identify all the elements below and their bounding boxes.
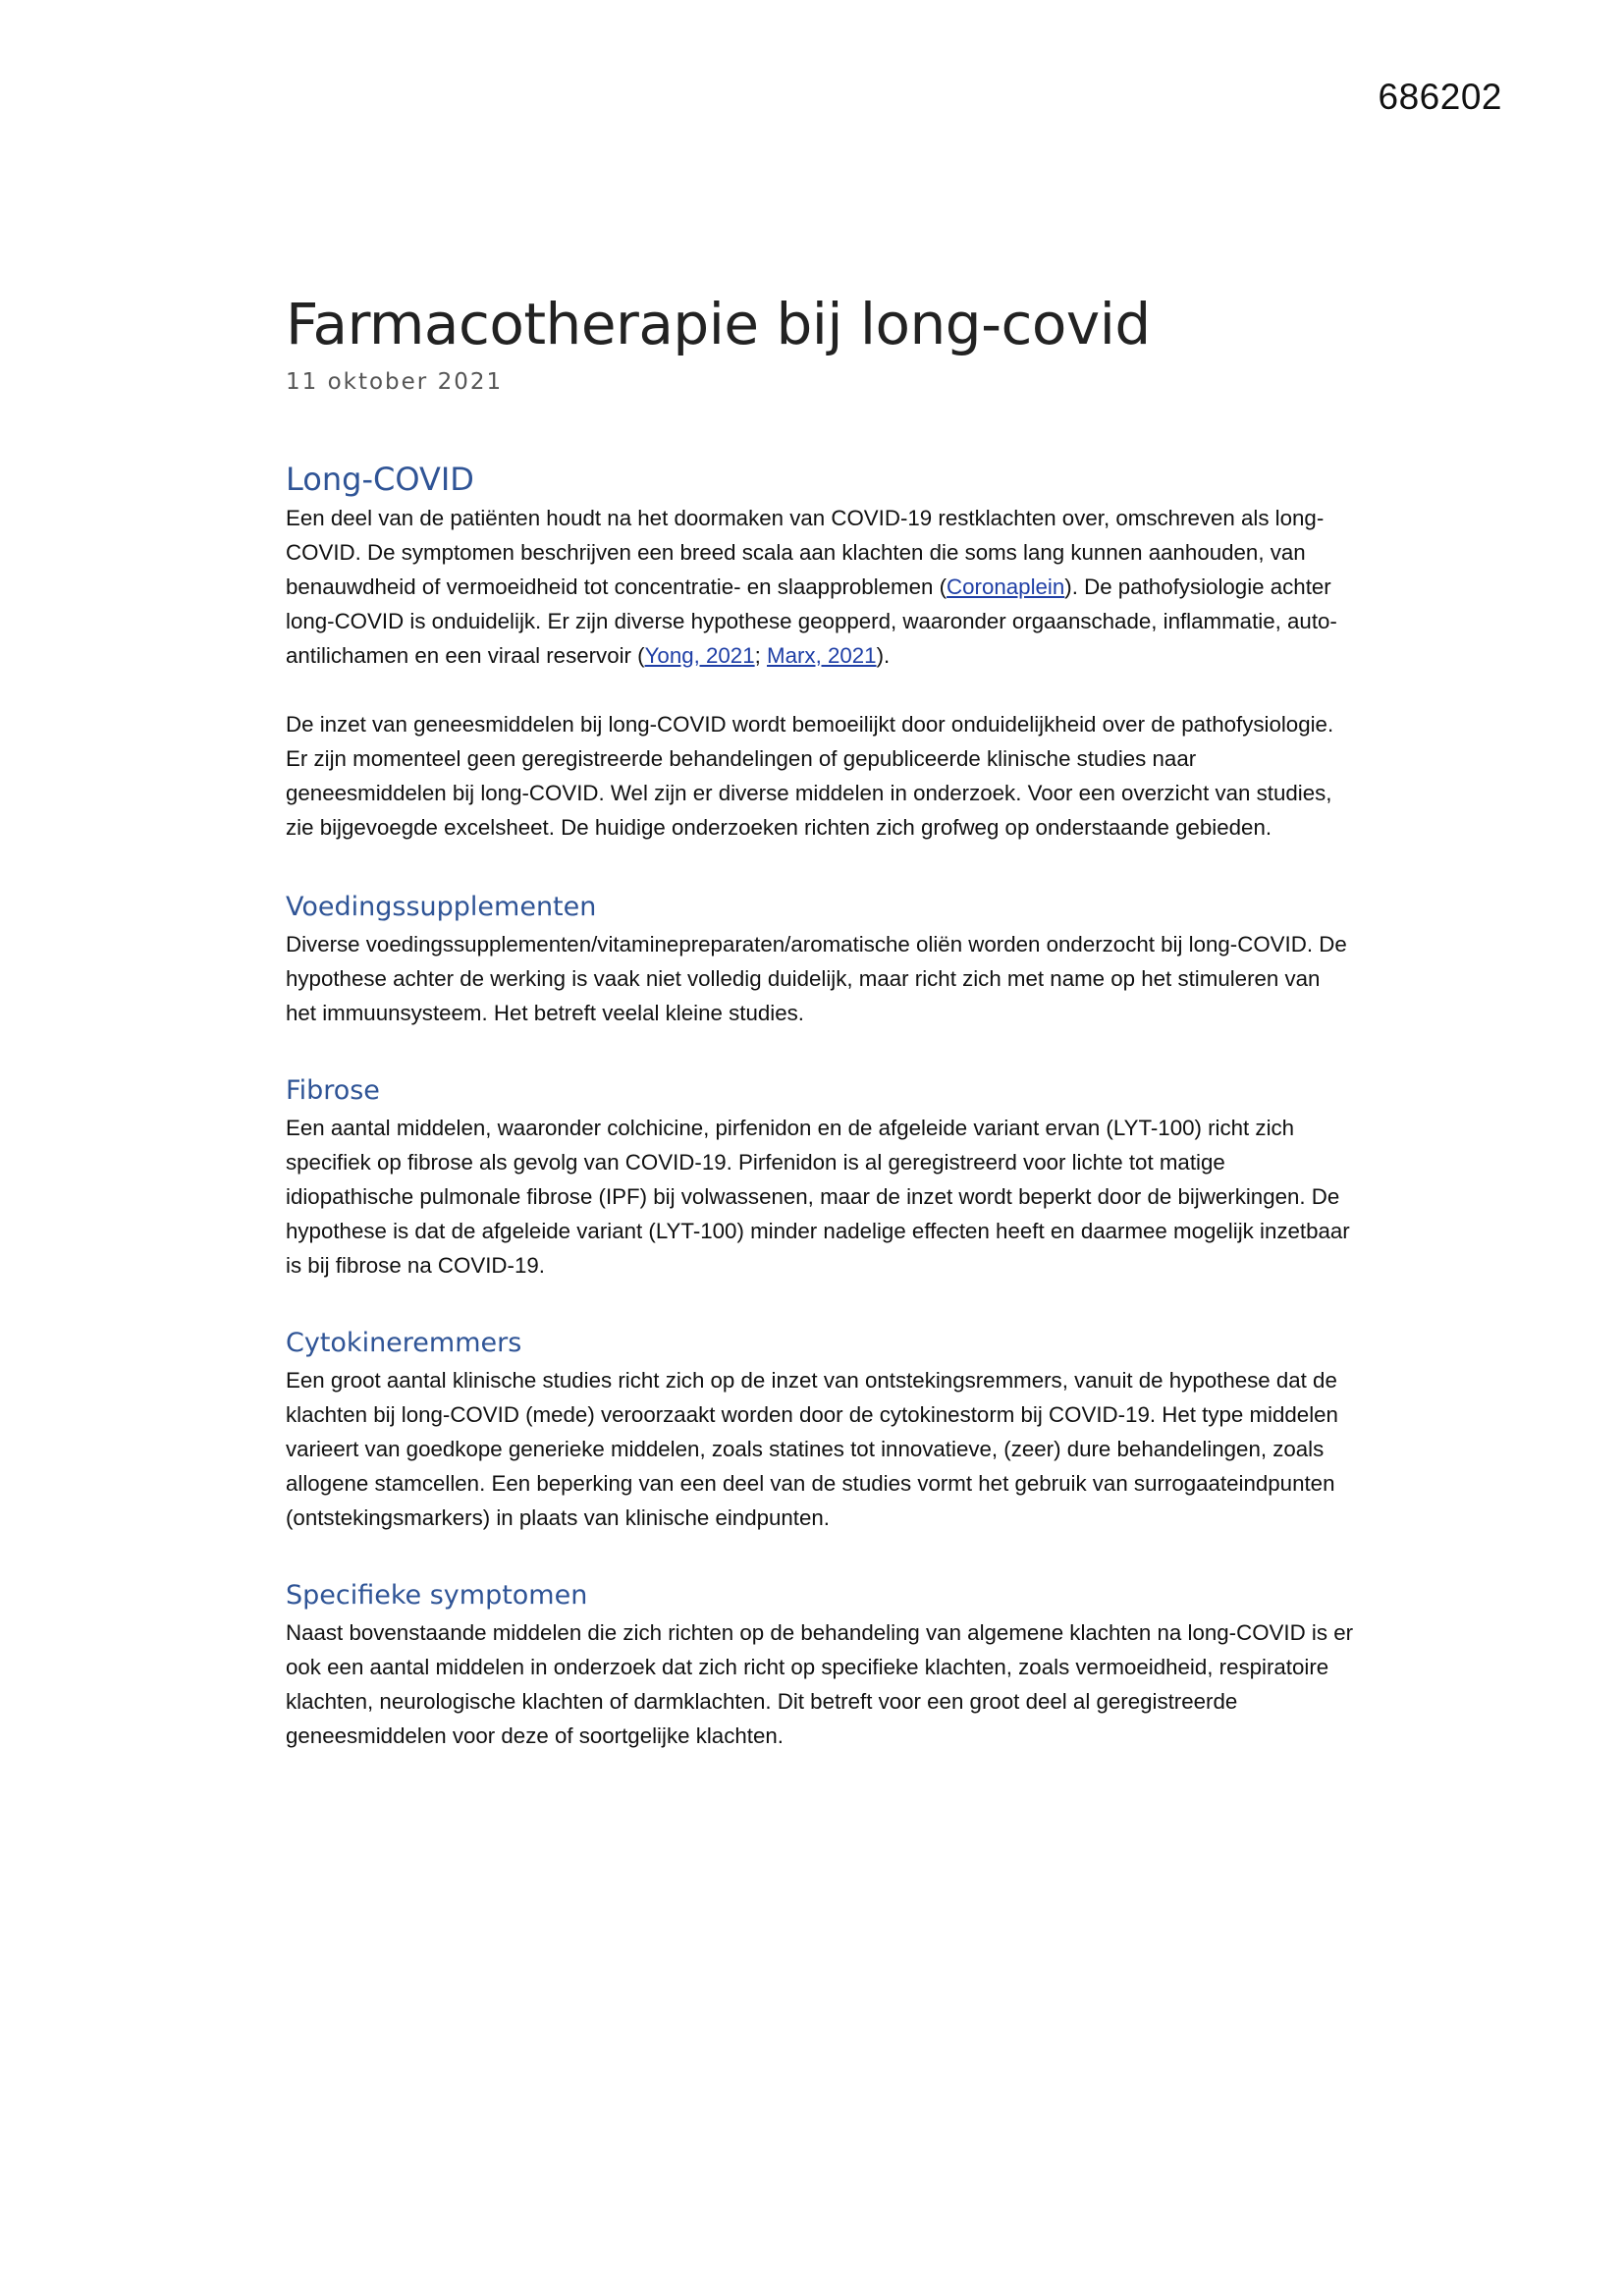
paragraph-specifieke-symptomen: Naast bovenstaande middelen die zich richten op de behandeling van algemene klachten na long-COVID is er ook een aantal middelen in onderzoek dat zich richt op specifieke klachten, zoals vermoeidheid, respiratoire klachten, neurologische klachten of darmklachten. Dit betreft voor een groot deel al geregistreerde geneesmiddelen voor deze of soortgelijke klachten. (286, 1620, 1354, 1748)
document-title: Farmacotherapie bij long-covid (286, 291, 1151, 357)
link-yong-2021[interactable]: Yong, 2021 (644, 643, 755, 668)
paragraph-long-covid-treatment: De inzet van geneesmiddelen bij long-COVID wordt bemoeilijkt door onduidelijkheid over de pathofysiologie. Er zijn momenteel geen geregistreerde behandelingen of gepubliceerde klinische studies naar geneesmiddelen bij long-COVID. Wel zijn er diverse middelen in onderzoek. Voor een overzicht van studies, zie bijgevoegde excelsheet. De huidige onderzoeken richten zich grofweg op onderstaande gebieden. (286, 712, 1334, 840)
link-coronaplein[interactable]: Coronaplein (947, 574, 1065, 599)
text-run: ; (754, 643, 768, 668)
heading-cytokineremmers: Cytokineremmers (286, 1328, 522, 1358)
heading-fibrose: Fibrose (286, 1075, 380, 1106)
paragraph-long-covid-intro (286, 501, 1356, 673)
heading-specifieke-symptomen: Specifieke symptomen (286, 1580, 588, 1611)
link-marx-2021[interactable]: Marx, 2021 (767, 643, 877, 668)
heading-voedingssupplementen: Voedingssupplementen (286, 892, 597, 922)
paragraph-voedingssupplementen: Diverse voedingssupplementen/vitaminepreparaten/aromatische oliën worden onderzocht bij long-COVID. De hypothese achter de werking is vaak niet volledig duidelijk, maar richt zich met name op het stimuleren van het immuunsysteem. Het betreft veelal kleine studies. (286, 932, 1347, 1025)
paragraph-fibrose: Een aantal middelen, waaronder colchicine, pirfenidon en de afgeleide variant ervan (LYT-100) richt zich specifiek op fibrose als gevolg van COVID-19. Pirfenidon is al geregistreerd voor lichte tot matige idiopathische pulmonale fibrose (IPF) bij volwassenen, maar de inzet wordt beperkt door de bijwerkingen. De hypothese is dat de afgeleide variant (LYT-100) minder nadelige effecten heeft en daarmee mogelijk inzetbaar is bij fibrose na COVID-19. (286, 1116, 1350, 1278)
document-date: 11 oktober 2021 (286, 369, 504, 395)
paragraph-cytokineremmers: Een groot aantal klinische studies richt zich op de inzet van ontstekingsremmers, vanuit de hypothese dat de klachten bij long-COVID (mede) veroorzaakt worden door de cytokinestorm bij COVID-19. Het type middelen varieert van goedkope generieke middelen, zoals statines tot innovatieve, (zeer) dure behandelingen, zoals allogene stamcellen. Een beperking van een deel van de studies vormt het gebruik van surrogaateindpunten (ontstekingsmarkers) in plaats van klinische eindpunten. (286, 1368, 1338, 1530)
heading-long-covid: Long-COVID (286, 461, 474, 498)
text-run: ). De pathofysiologie achter long-COVID is onduidelijk. Er zijn diverse hypothese geopperd, waaronder orgaanschade, inflammatie, auto-antilichamen en een viraal reservoir ( (286, 574, 1337, 668)
text-run: Een deel van de patiënten houdt na het doormaken van COVID-19 restklachten over, omschreven als long-COVID. De symptomen beschrijven een breed scala aan klachten die soms lang kunnen aanhouden, van benauwdheid of vermoeidheid tot concentratie- en slaapproblemen ( (286, 506, 1325, 599)
document-body (286, 285, 1356, 1753)
document-id-number: 686202 (1378, 77, 1502, 117)
text-run: ). (876, 643, 891, 668)
